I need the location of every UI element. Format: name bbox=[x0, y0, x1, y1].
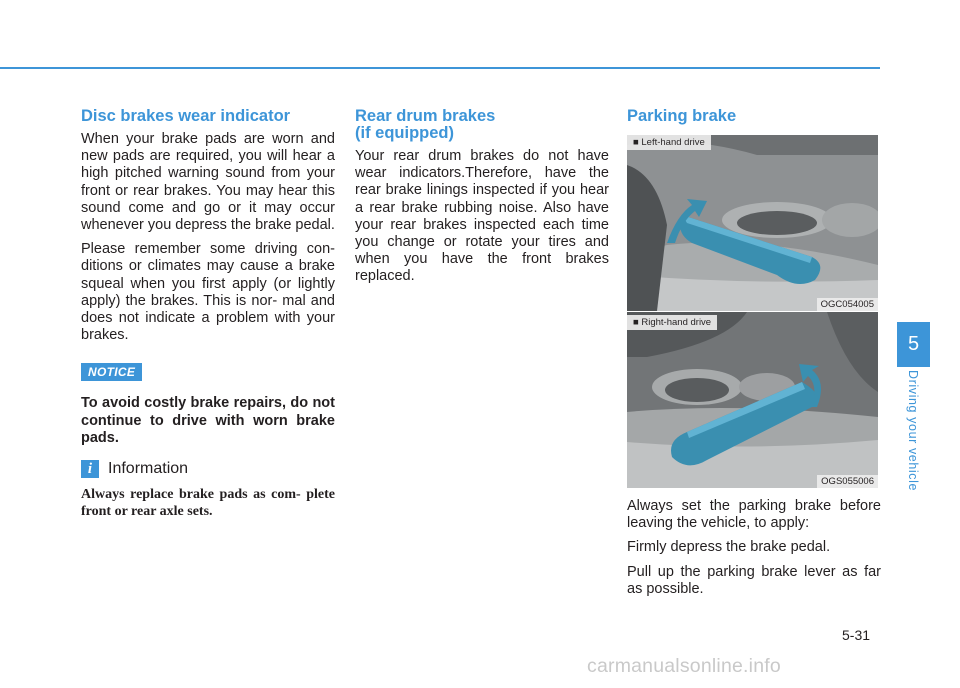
top-rule bbox=[0, 67, 880, 69]
parking-brake-para-2: Firmly depress the brake pedal. bbox=[627, 539, 831, 556]
chapter-tab-number: 5 bbox=[897, 322, 930, 367]
notice-badge: NOTICE bbox=[81, 363, 142, 381]
column-rear-drum-brakes bbox=[355, 108, 609, 293]
photo-right-hand-drive bbox=[627, 311, 878, 488]
disc-brakes-para-1: When your brake pads are worn and new pads are required, you will hear a high pitched warning sound from your front or rear brakes. You may hear this sound come and go or it may occur whenever you depress the brake pedal. bbox=[81, 131, 335, 234]
column-disc-brakes bbox=[81, 108, 335, 520]
rear-drum-heading-line-2: (if equipped) bbox=[355, 124, 454, 142]
information-header bbox=[81, 460, 335, 478]
photo-2-code: OGS055006 bbox=[817, 475, 878, 488]
photo-2-label: ■ Right-hand drive bbox=[627, 315, 717, 330]
information-text: Always replace brake pads as com- plete front or rear axle sets. bbox=[81, 487, 335, 520]
right-hand-drive-illustration bbox=[627, 312, 878, 488]
rear-drum-para-1: Your rear drum brakes do not have wear indicators.Therefore, have the rear brake linings inspected if you hear a rear brake rubbing noise. Also have your rear brakes inspected each time you change or rotate your tires and when you have the front brakes replaced. bbox=[355, 148, 609, 285]
disc-brakes-heading: Disc brakes wear indicator bbox=[81, 107, 291, 125]
chapter-tab-label: Driving your vehicle bbox=[906, 370, 920, 492]
photo-1-code: OGC054005 bbox=[817, 298, 878, 311]
information-title: Information bbox=[108, 460, 189, 478]
watermark-text: carmanualsonline.info bbox=[587, 655, 781, 677]
photo-1-label: ■ Left-hand drive bbox=[627, 135, 711, 150]
disc-brakes-para-2: Please remember some driving con- ditions or climates may cause a brake squeal when you first apply (or lightly apply) the brakes. This is nor- mal and does not indicate a problem with your brakes. bbox=[81, 241, 335, 344]
photo-left-hand-drive bbox=[627, 135, 878, 311]
page-number: 5-31 bbox=[842, 627, 871, 643]
parking-brake-para-1: Always set the parking brake before leaving the vehicle, to apply: bbox=[627, 498, 881, 532]
left-hand-drive-illustration bbox=[627, 135, 878, 311]
notice-text: To avoid costly brake repairs, do not continue to drive with worn brake pads. bbox=[81, 395, 335, 446]
rear-drum-heading-line-1: Rear drum brakes bbox=[355, 107, 496, 125]
info-icon: i bbox=[81, 460, 99, 478]
column-parking-brake bbox=[627, 108, 881, 605]
parking-brake-para-3: Pull up the parking brake lever as far as possible. bbox=[627, 563, 881, 597]
rear-drum-heading bbox=[355, 108, 609, 142]
parking-brake-heading: Parking brake bbox=[627, 107, 737, 125]
